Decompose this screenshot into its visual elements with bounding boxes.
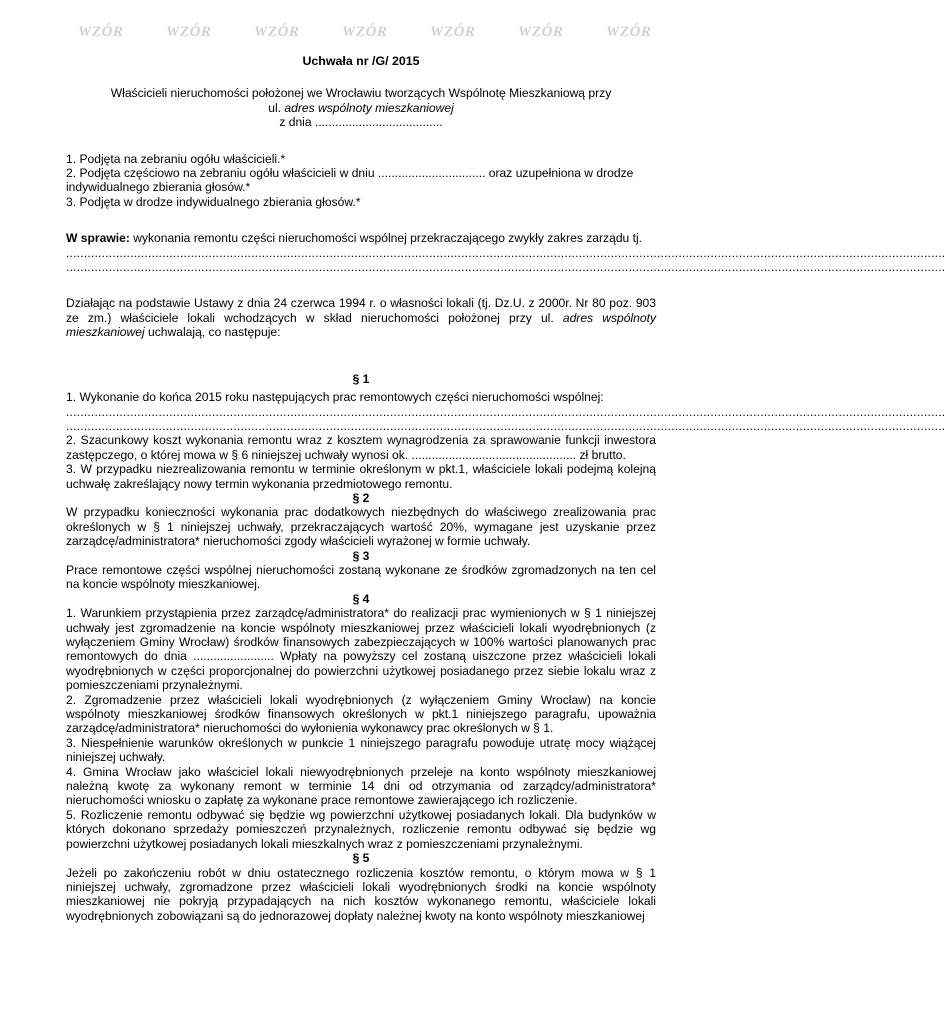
section-paragraph: 4. Gmina Wrocław jako właściciel lokali niewyodrębnionych przeleje na konto wspólnoty mieszkaniowej należną kwotę za wykonany remont w terminie 14 dni od otrzymania od zarządcy/administratora* nieruchomości wniosku o zapłatę za wykonane prace remontowe zawierającego ich rozliczenie.	[66, 764, 656, 808]
section-paragraph: 2. Szacunkowy koszt wykonania remontu wraz z kosztem wynagrodzenia za sprawowanie funkcji inwestora zastępczego, o której mowa w § 6 niniejszej uchwały wynosi ok. ................................................. zł brutto.	[66, 433, 656, 462]
watermark-text: WZÓR	[78, 24, 124, 40]
fill-in-line: .......................................................................................................................................................................................................................................................	[66, 260, 945, 275]
section-heading: § 4	[352, 591, 370, 606]
section-paragraph: 1. Warunkiem przystąpienia przez zarządcę/administratora* do realizacji prac wymienionych w § 1 niniejszej uchwały jest zgromadzenie na koncie wspólnoty mieszkaniowej przez właścicieli lokali wyodrębnionych (z wyłączeniem Gminy Wrocław) środków finansowych zabezpieczających w 100% wartości planowanych prac remontowych do dnia ........................ Wpłaty na powyższy cel zostaną uiszczone przez właścicieli lokali wyodrębnionych w części proporcjonalnej do powierzchni użytkowej posiadanego przez siebie lokalu wraz z pomieszczeniami przynależnymi.	[66, 606, 656, 693]
subject-label: W sprawie:	[66, 231, 130, 246]
subject-text: wykonania remontu części nieruchomości wspólnej przekraczającego zwykły zakres zarządu tj.	[133, 231, 643, 246]
section-paragraph: W przypadku konieczności wykonania prac dodatkowych niezbędnych do właściwego zrealizowania prac określonych w § 1 niniejszej uchwały, przekraczających wartość 20%, wymagane jest uzyskanie przez zarządcę/administratora* nieruchomości zgody właścicieli wyrażonej w formie uchwały.	[66, 505, 656, 549]
option-item: 2. Podjęta częściowo na zebraniu ogółu właścicieli w dniu ................................ oraz uzupełniona w drodze indywidualnego zbierania głosów.*	[66, 166, 634, 195]
date-line: z dnia ......................................	[279, 115, 443, 130]
fill-in-line: .......................................................................................................................................................................................................................................................	[66, 404, 945, 419]
watermark-row	[0, 24, 724, 44]
watermark-text: WZÓR	[430, 24, 476, 40]
adoption-options	[66, 152, 656, 210]
section-paragraph: 2. Zgromadzenie przez właścicieli lokali wyodrębnionych (z wyłączeniem Gminy Wrocław) na koncie wspólnoty mieszkaniowej środków finansowych określonych w pkt.1 niniejszego paragrafu, upoważnia zarządcę/administratora* nieruchomości do wyłonienia wykonawcy prac określonych w § 1.	[66, 692, 656, 736]
section-heading: § 5	[352, 851, 370, 866]
section-heading: § 2	[352, 490, 370, 505]
fill-in-line: .......................................................................................................................................................................................................................................................	[66, 418, 945, 433]
watermark-text: WZÓR	[342, 24, 388, 40]
intro-paragraph	[66, 296, 656, 339]
section-paragraph: 3. W przypadku niezrealizowania remontu w terminie określonym w pkt.1, właściciele lokali podejmą kolejną uchwałę zakreślający nowy termin wykonania przedmiotowego remontu.	[66, 462, 656, 491]
section-paragraph: 1. Wykonanie do końca 2015 roku następujących prac remontowych części nieruchomości wspólnej:	[66, 390, 604, 405]
watermark-text: WZÓR	[606, 24, 652, 40]
address-prefix: ul.	[268, 100, 281, 115]
document-page	[66, 54, 945, 923]
owners-line: Właścicieli nieruchomości położonej we Wrocławiu tworzących Wspólnotę Mieszkaniową przy	[110, 86, 612, 101]
watermark-text: WZÓR	[518, 24, 564, 40]
section-paragraph: Prace remontowe części wspólnej nieruchomości zostaną wykonane ze środków zgromadzonych na ten cel na koncie wspólnoty mieszkaniowej.	[66, 562, 656, 592]
section-paragraph: 3. Niespełnienie warunków określonych w punkcie 1 niniejszego paragrafu powoduje utratę mocy wiążącej niniejszej uchwały.	[66, 735, 656, 765]
intro-text-end: uchwalają, co następuje:	[148, 325, 281, 340]
address-placeholder: adres wspólnoty mieszkaniowej	[284, 100, 454, 115]
watermark-text: WZÓR	[166, 24, 212, 40]
section-paragraph: 5. Rozliczenie remontu odbywać się będzie wg powierzchni użytkowej posiadanych lokali. Dla budynków w których dokonano sprzedaży pomieszczeń przynależnych, rozliczenie remontu odbywać się będzie wg powierzchni użytkowej posiadanych lokali mieszkalnych wraz z pomieszczeniami przynależnymi.	[66, 807, 656, 851]
resolution-title: Uchwała nr /G/ 2015	[302, 54, 420, 68]
watermark-text: WZÓR	[254, 24, 300, 40]
section-heading: § 1	[352, 371, 370, 386]
section-paragraph: Jeżeli po zakończeniu robót w dniu ostatecznego rozliczenia kosztów remontu, o którym mowa w § 1 niniejszej uchwały, zgromadzone przez właścicieli lokali wyodrębnionych środki na koncie wspólnoty mieszkaniowej nie pokryją przypadających na nich kosztów wykonanego remontu, właściciele lokali wyodrębnionych zobowiązani są do jednorazowej dopłaty należnej kwoty na konto wspólnoty mieszkaniowej	[66, 865, 656, 923]
subject-line	[66, 231, 656, 245]
option-item: 3. Podjęta w drodze indywidualnego zbierania głosów.*	[66, 194, 361, 209]
fill-in-line: .......................................................................................................................................................................................................................................................	[66, 245, 945, 260]
intro-address: adres wspólnoty mieszkaniowej	[66, 310, 656, 340]
option-item: 1. Podjęta na zebraniu ogółu właścicieli.*	[66, 151, 286, 166]
intro-text: Działając na podstawie Ustawy z dnia 24 czerwca 1994 r. o własności lokali (tj. Dz.U. z 2000r. Nr 80 poz. 903 ze zm.) właściciele lokali wchodzących w skład nieruchomości położonej przy ul.	[66, 296, 656, 325]
address-line	[66, 101, 656, 115]
section-heading: § 3	[352, 548, 370, 563]
